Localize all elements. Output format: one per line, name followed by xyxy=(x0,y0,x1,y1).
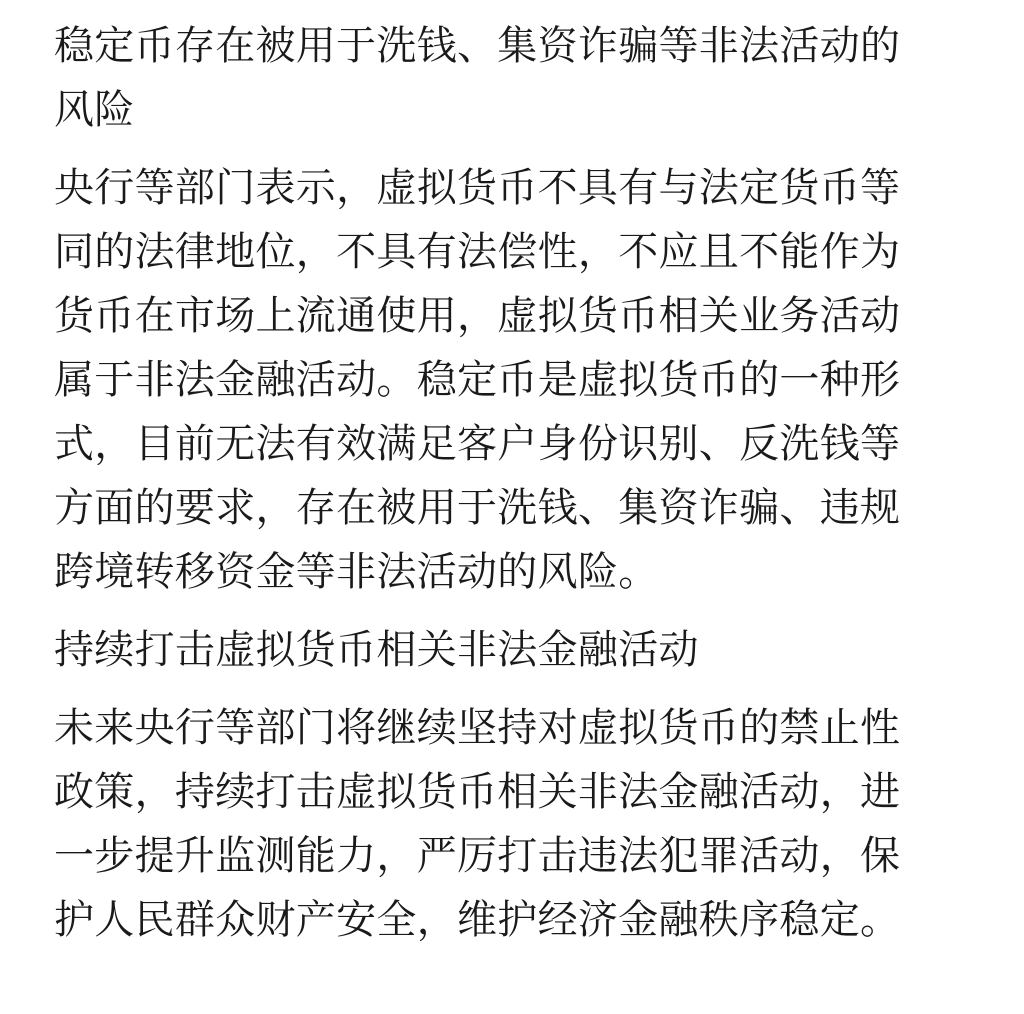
paragraph-line: 式，目前无法有效满足客户身份识别、反洗钱等 xyxy=(54,421,901,467)
paragraph-gap xyxy=(54,142,944,156)
paragraph-line: 一步提升监测能力，严厉打击违法犯罪活动，保 xyxy=(54,833,901,879)
paragraph-line: 未来央行等部门将继续坚持对虚拟货币的禁止性 xyxy=(54,705,901,751)
paragraph-line: 护人民群众财产安全，维护经济金融秩序稳定。 xyxy=(54,897,901,943)
paragraph-line: 货币在市场上流通使用，虚拟货币相关业务活动 xyxy=(54,293,901,339)
section-heading-crackdown xyxy=(54,618,944,682)
paragraph-line: 同的法律地位，不具有法偿性，不应且不能作为 xyxy=(54,229,901,275)
paragraph-line: 央行等部门表示，虚拟货币不具有与法定货币等 xyxy=(54,165,901,211)
paragraph-line: 方面的要求，存在被用于洗钱、集资诈骗、违规 xyxy=(54,485,901,531)
paragraph-gap xyxy=(54,604,944,618)
section-heading-risk xyxy=(54,14,944,142)
paragraph-future-policy xyxy=(54,696,944,952)
paragraph-legal-status xyxy=(54,156,944,604)
heading-line: 持续打击虚拟货币相关非法金融活动 xyxy=(54,627,699,673)
paragraph-line: 属于非法金融活动。稳定币是虚拟货币的一种形 xyxy=(54,357,901,403)
heading-line: 稳定币存在被用于洗钱、集资诈骗等非法活动的 xyxy=(54,23,901,69)
heading-line: 风险 xyxy=(54,87,135,133)
paragraph-line: 跨境转移资金等非法活动的风险。 xyxy=(54,549,659,595)
article-body xyxy=(54,14,944,952)
paragraph-line: 政策，持续打击虚拟货币相关非法金融活动，进 xyxy=(54,769,901,815)
paragraph-gap xyxy=(54,682,944,696)
